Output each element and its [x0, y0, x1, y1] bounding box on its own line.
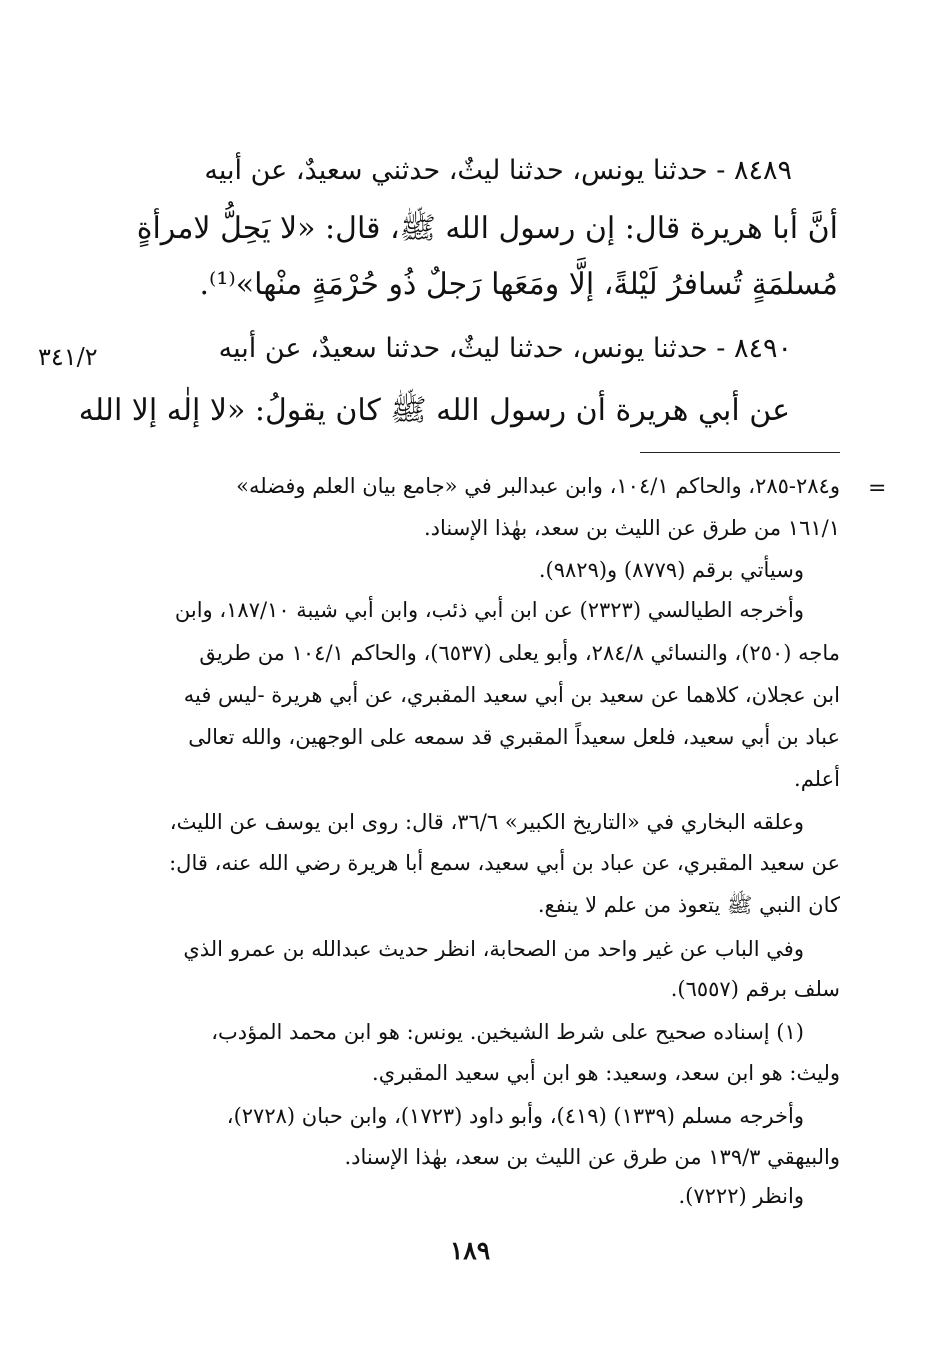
footnote-line: وأخرجه الطيالسي (٢٣٢٣) عن ابن أبي ذئب، وابن أبي شيبة ١٨٧/١٠، وابن	[174, 598, 804, 622]
footnote-line: عباد بن أبي سعيد، فلعل سعيداً المقبري قد سمعه على الوجهين، والله تعالى	[188, 725, 840, 749]
footnote-1-line: والبيهقي ١٣٩/٣ من طرق عن الليث بن سعد، بهٰذا الإسناد.	[344, 1145, 840, 1169]
hadith-8489-text-line-1: أنَّ أبا هريرة قال: إن رسول الله ﷺ، قال: «لا يَحِلُّ لامرأةٍ	[136, 211, 838, 246]
hadith-8490-isnad: ٨٤٩٠ - حدثنا يونس، حدثنا ليثٌ، حدثنا سعيدٌ، عن أبيه	[218, 333, 792, 364]
margin-volume-page-reference: ٣٤١/٢	[38, 343, 98, 371]
footnote-1-line: (١) إسناده صحيح على شرط الشيخين. يونس: هو ابن محمد المؤدب،	[211, 1020, 804, 1044]
footnote-line: أعلم.	[794, 767, 840, 791]
footnote-line: وسيأتي برقم (٨٧٧٩) و(٩٨٢٩).	[538, 558, 804, 582]
footnote-line: ١٦١/١ من طرق عن الليث بن سعد، بهٰذا الإسناد.	[423, 516, 840, 540]
footnote-line: و٢٨٤-٢٨٥، والحاكم ١٠٤/١، وابن عبدالبر في «جامع بيان العلم وفضله»	[236, 474, 840, 498]
footnote-line: عن سعيد المقبري، عن عباد بن أبي سعيد، سمع أبا هريرة رضي الله عنه، قال:	[169, 851, 840, 875]
footnote-line: ماجه (٢٥٠)، والنسائي ٢٨٤/٨، وأبو يعلى (٦٥٣٧)، والحاكم ١٠٤/١ من طريق	[199, 641, 840, 665]
footnote-continuation-mark: =	[868, 476, 887, 501]
hadith-8490-text-line-1: عن أبي هريرة أن رسول الله ﷺ كان يقولُ: «لا إلٰه إلا الله	[78, 393, 790, 428]
hadith-8489-text-line-2: مُسلمَةٍ تُسافرُ لَيْلةً، إلَّا ومَعَها رَجلٌ ذُو حُرْمَةٍ منْها»⁽¹⁾.	[199, 267, 838, 302]
footnote-line: ابن عجلان، كلاهما عن سعيد بن أبي سعيد المقبري، عن أبي هريرة -ليس فيه	[183, 683, 840, 707]
footnote-line: وعلقه البخاري في «التاريخ الكبير» ٣٦/٦، قال: روى ابن يوسف عن الليث،	[169, 810, 804, 834]
footnote-1-line: وانظر (٧٢٢٢).	[678, 1184, 804, 1208]
hadith-8489-isnad: ٨٤٨٩ - حدثنا يونس، حدثنا ليثٌ، حدثني سعيدٌ، عن أبيه	[204, 155, 792, 186]
footnote-1-line: وليث: هو ابن سعد، وسعيد: هو ابن أبي سعيد المقبري.	[372, 1061, 840, 1085]
footnote-separator-rule	[640, 452, 840, 453]
footnote-1-line: وأخرجه مسلم (١٣٣٩) (٤١٩)، وأبو داود (١٧٢٣)، وابن حبان (٢٧٢٨)،	[226, 1104, 804, 1128]
footnote-line: سلف برقم (٦٥٥٧).	[670, 977, 840, 1001]
footnote-line: وفي الباب عن غير واحد من الصحابة، انظر حديث عبدالله بن عمرو الذي	[183, 937, 804, 961]
footnote-line: كان النبي ﷺ يتعوذ من علم لا ينفع.	[537, 893, 840, 917]
page-number: ١٨٩	[449, 1236, 491, 1265]
